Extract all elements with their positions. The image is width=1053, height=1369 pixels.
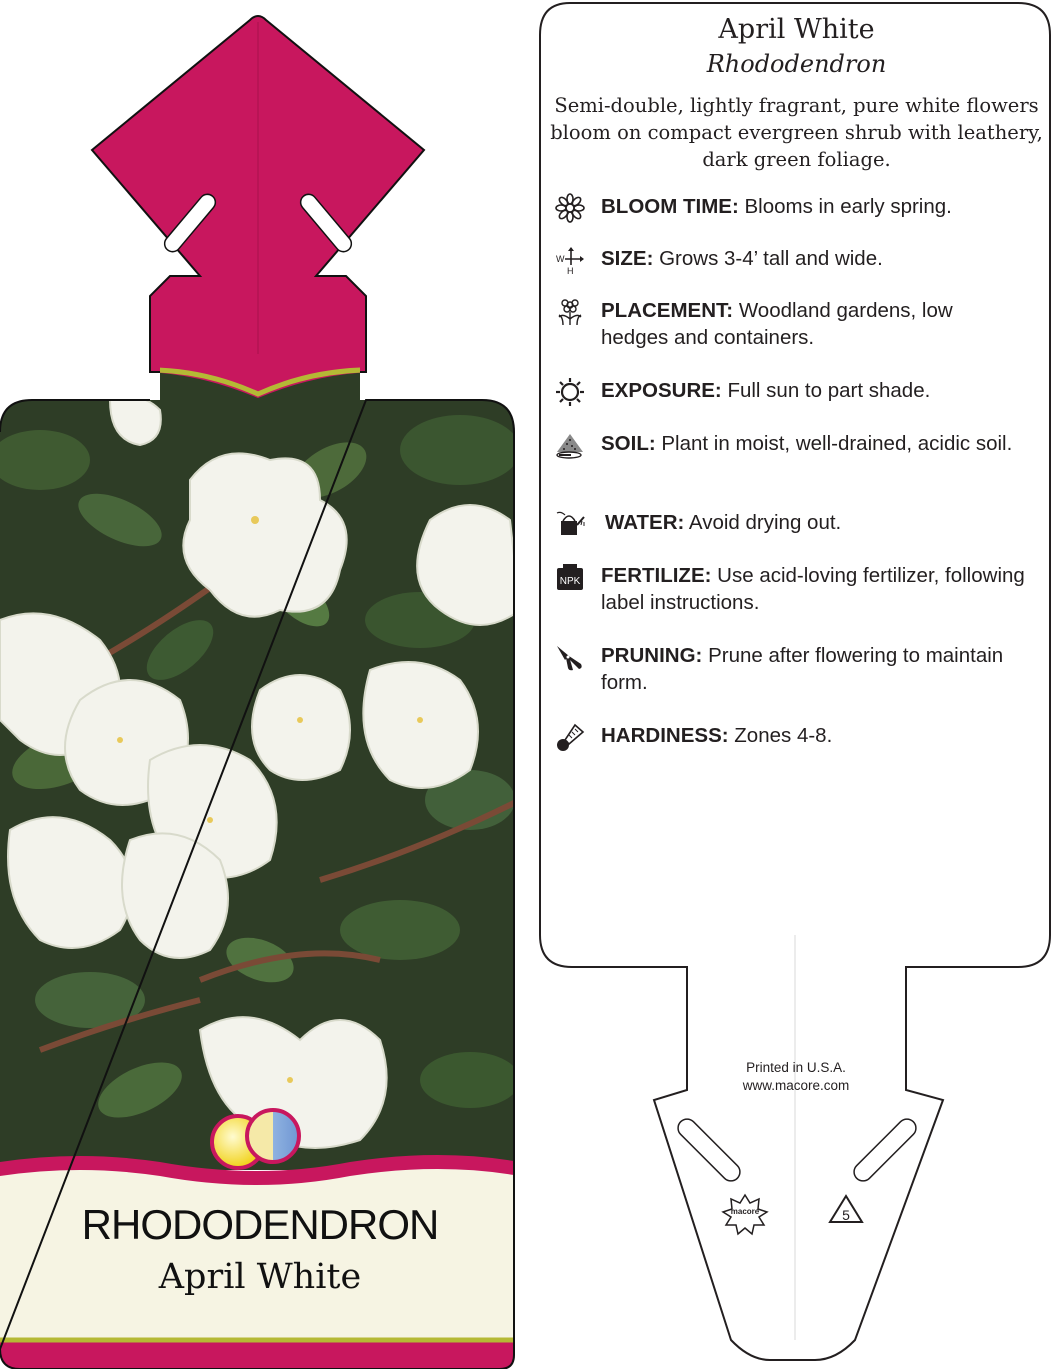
website-url[interactable]: www.macore.com xyxy=(742,1078,850,1093)
attr-value: Zones 4-8. xyxy=(734,724,833,747)
printed-in-usa: Printed in U.S.A. xyxy=(746,1060,846,1075)
front-variety-title: April White xyxy=(158,1257,362,1297)
front-tag xyxy=(0,0,520,1369)
attr-label: SOIL: xyxy=(601,432,656,455)
attr-label: BLOOM TIME: xyxy=(601,195,739,218)
attr-label: PLACEMENT: xyxy=(601,299,734,322)
back-plant-name: April White xyxy=(718,14,875,45)
attr-value: Full sun to part shade. xyxy=(727,379,931,402)
color-dot-blue xyxy=(247,1110,299,1162)
flower-icon xyxy=(555,193,585,223)
front-genus-title: RHODODENDRON xyxy=(81,1201,439,1248)
svg-text:W: W xyxy=(556,254,565,264)
plant-description: Semi-double, lightly fragrant, pure white flowers bloom on compact evergreen shrub with leathery, dark green foliage. xyxy=(550,94,1043,171)
attr-bloom-time xyxy=(555,193,1025,220)
attr-fertilize xyxy=(555,562,1025,616)
npk-icon xyxy=(555,562,585,592)
sun-icon xyxy=(555,377,585,407)
attr-value: Woodland gardens, low hedges and containers. xyxy=(601,299,953,349)
attr-value: Prune after flowering to maintain form. xyxy=(601,644,1004,694)
attr-label: WATER: xyxy=(605,511,685,534)
watering-can-icon xyxy=(555,509,585,539)
back-plant-genus: Rhododendron xyxy=(706,50,887,78)
attr-water xyxy=(555,509,1025,536)
attr-pruning xyxy=(555,642,1025,696)
attr-hardiness xyxy=(555,722,1025,749)
svg-text:macore: macore xyxy=(730,1207,760,1216)
attr-exposure xyxy=(555,377,1025,404)
attr-label: HARDINESS: xyxy=(601,724,729,747)
attr-label: SIZE: xyxy=(601,247,654,270)
attr-value: Plant in moist, well-drained, acidic soil. xyxy=(661,432,1013,455)
attr-value: Avoid drying out. xyxy=(688,511,842,534)
attr-value: Use acid-loving fertilizer, following label instructions. xyxy=(601,564,1025,614)
attr-size xyxy=(555,245,1025,275)
attr-label: EXPOSURE: xyxy=(601,379,722,402)
soil-icon xyxy=(555,430,585,460)
size-arrows-icon xyxy=(555,245,585,275)
attr-placement xyxy=(555,297,1025,351)
attr-label: PRUNING: xyxy=(601,644,703,667)
svg-text:H: H xyxy=(567,266,574,275)
thermometer-icon xyxy=(555,722,585,752)
svg-text:5: 5 xyxy=(842,1207,850,1223)
svg-text:NPK: NPK xyxy=(559,576,581,587)
attr-value: Grows 3-4’ tall and wide. xyxy=(659,247,883,270)
attr-soil xyxy=(555,430,1025,457)
attr-label: FERTILIZE: xyxy=(601,564,712,587)
placement-icon xyxy=(555,297,585,327)
pruners-icon xyxy=(555,642,585,672)
name-panel xyxy=(0,1169,520,1340)
attr-value: Blooms in early spring. xyxy=(744,195,952,218)
